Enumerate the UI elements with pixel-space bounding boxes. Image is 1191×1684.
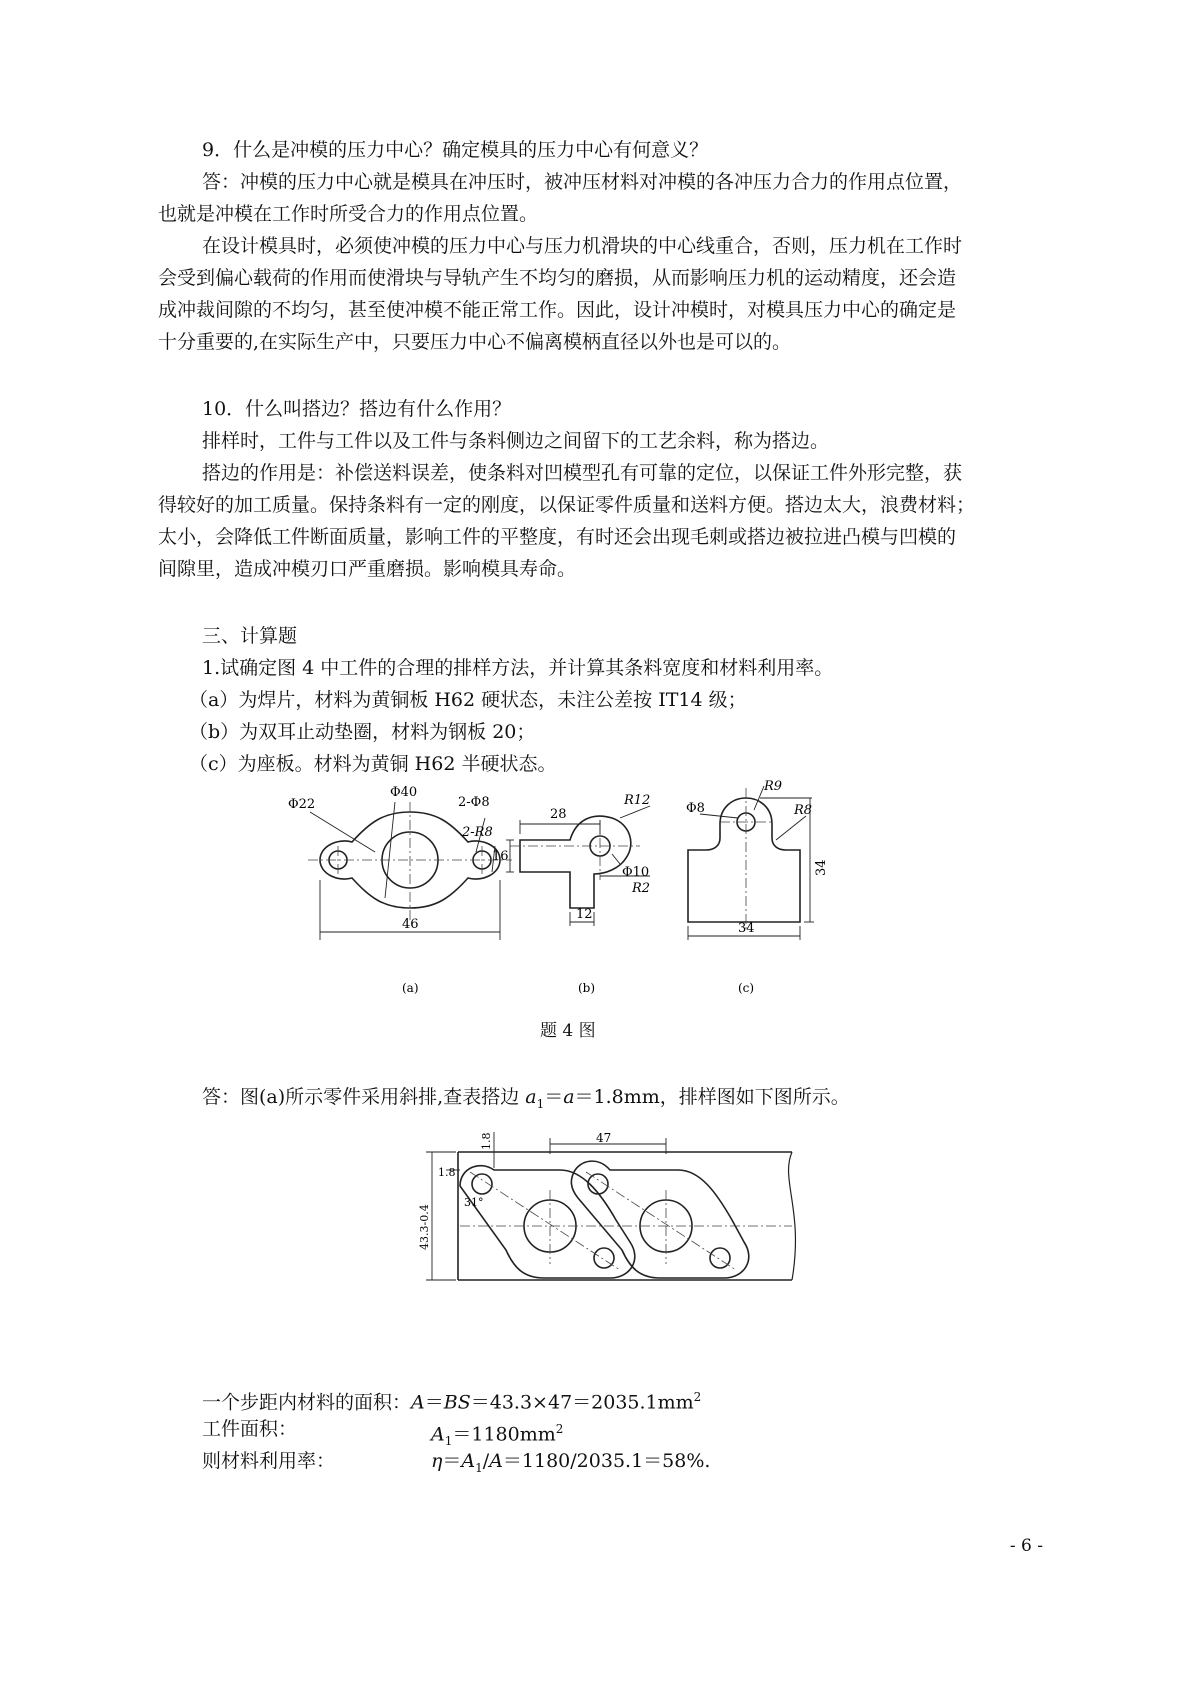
figure-4 bbox=[280, 780, 890, 1000]
part-2-small-hole-bottom bbox=[710, 1248, 730, 1268]
q9-para2-line3: 成冲裁间隙的不均匀，甚至使冲模不能正常工作。因此，设计冲模时，对模具压力中心的确定是 bbox=[158, 299, 957, 321]
fig-b-outline bbox=[520, 816, 631, 908]
q9-answer-line1: 答：冲模的压力中心就是模具在冲压时，被冲压材料对冲模的各冲压力合力的作用点位置， bbox=[202, 171, 963, 193]
layout-gap-top: 1.8 bbox=[480, 1132, 493, 1150]
fig-c-label: (c) bbox=[738, 981, 755, 995]
answer-line bbox=[202, 1085, 850, 1116]
calc-row-2 bbox=[431, 1417, 563, 1453]
section3-item-a: （a）为焊片，材料为黄铜板 H62 硬状态，未注公差按 IT14 级； bbox=[189, 689, 747, 711]
strip-break bbox=[789, 1152, 796, 1280]
fig-a-label: (a) bbox=[402, 981, 419, 995]
calc-r2-A: A bbox=[431, 1423, 445, 1446]
fig-b-w12: 12 bbox=[576, 907, 593, 922]
calc-r1-label: 一个步距内材料的面积： bbox=[202, 1391, 412, 1414]
fig-c-d8: Φ8 bbox=[686, 801, 705, 816]
q9-para2-line1: 在设计模具时，必须使冲模的压力中心与压力机滑块的中心线重合，否则，压力机在工作时 bbox=[202, 235, 963, 257]
layout-gap-side: 1.8 bbox=[438, 1166, 456, 1179]
fig-b-r2: R2 bbox=[632, 881, 651, 896]
q10-line2: 搭边的作用是：补偿送料误差，使条料对凹模型孔有可靠的定位，以保证工件外形完整，获 bbox=[202, 462, 963, 484]
section3-item-c: （c）为座板。材料为黄铜 H62 半硬状态。 bbox=[189, 753, 557, 775]
calc-r3-A: A bbox=[489, 1450, 503, 1472]
q9-title: 9．什么是冲模的压力中心？确定模具的压力中心有何意义？ bbox=[202, 139, 709, 161]
calc-r2-sub: 1 bbox=[444, 1434, 453, 1449]
q9-para2-line4: 十分重要的,在实际生产中，只要压力中心不偏离模柄直径以外也是可以的。 bbox=[158, 331, 792, 353]
part-1-small-hole-bottom bbox=[594, 1248, 614, 1268]
calc-row-1 bbox=[202, 1385, 701, 1414]
q10-line1: 排样时，工件与工件以及工件与条料侧边之间留下的工艺余料，称为搭边。 bbox=[202, 430, 830, 452]
calc-r3-eta: η bbox=[431, 1450, 443, 1472]
fig-b-r12: R12 bbox=[624, 793, 651, 808]
fig-b-h16: 16 bbox=[492, 849, 509, 864]
calc-r3-sub: 1 bbox=[475, 1460, 483, 1475]
calc-r3-val: ＝1180/2035.1＝58%. bbox=[502, 1450, 711, 1472]
fig-b-label: (b) bbox=[578, 981, 596, 995]
calc-r1-sup: 2 bbox=[693, 1390, 702, 1404]
answer-a1-sub: 1 bbox=[536, 1096, 545, 1111]
fig-c-outline bbox=[688, 798, 800, 922]
calc-r3-A1: A bbox=[461, 1450, 476, 1472]
calc-row-2-label: 工件面积： bbox=[202, 1418, 298, 1440]
calc-r1-val: ＝43.3×47＝2035.1mm bbox=[470, 1391, 694, 1414]
q9-answer-line2: 也就是冲模在工作时所受合力的作用点位置。 bbox=[158, 203, 539, 225]
fig-a-r8: 2-R8 bbox=[462, 825, 493, 840]
answer-a1: a bbox=[525, 1086, 537, 1108]
fig-a-w46: 46 bbox=[402, 917, 419, 932]
layout-figure bbox=[420, 1130, 800, 1290]
fig-c-r9: R9 bbox=[764, 779, 783, 794]
page-number: - 6 - bbox=[1009, 1536, 1043, 1556]
fig-c-r8: R8 bbox=[794, 803, 813, 818]
answer-eq: ＝ bbox=[544, 1086, 564, 1108]
calc-r2-sup: 2 bbox=[555, 1422, 564, 1436]
fig-a-d8: 2-Φ8 bbox=[458, 795, 490, 810]
calc-r1-A: A bbox=[411, 1391, 425, 1414]
fig-a-d40: Φ40 bbox=[390, 785, 418, 800]
q10-line3: 得较好的加工质量。保持条料有一定的刚度，以保证零件质量和送料方便。搭边太大，浪费材料； bbox=[158, 494, 976, 516]
calc-r1-eq: ＝ bbox=[424, 1391, 444, 1414]
fig-b-w28: 28 bbox=[550, 807, 567, 822]
layout-pitch: 47 bbox=[596, 1131, 612, 1145]
section3-heading: 三、计算题 bbox=[202, 625, 298, 647]
layout-width: 43.3-0.4 bbox=[418, 1204, 431, 1250]
q10-title: 10．什么叫搭边？搭边有什么作用？ bbox=[202, 398, 512, 420]
fig-c-h34: 34 bbox=[814, 859, 829, 876]
fig-c-w34: 34 bbox=[738, 921, 755, 936]
fig-a-d22: Φ22 bbox=[288, 797, 316, 812]
figure-4-caption: 题 4 图 bbox=[540, 1021, 596, 1041]
section3-item-b: （b）为双耳止动垫圈，材料为钢板 20； bbox=[189, 721, 536, 743]
part-2 bbox=[571, 1161, 748, 1278]
q10-line5: 间隙里，造成冲模刃口严重磨损。影响模具寿命。 bbox=[158, 558, 577, 580]
calc-row-3 bbox=[431, 1449, 710, 1480]
answer-a: a bbox=[563, 1086, 575, 1108]
calc-r1-BS: BS bbox=[443, 1391, 471, 1414]
fig-b-d10: Φ10 bbox=[622, 865, 650, 880]
answer-prefix: 答：图(a)所示零件采用斜排,查表搭边 bbox=[202, 1086, 526, 1108]
q10-line4: 太小，会降低工件断面质量，影响工件的平整度，有时还会出现毛刺或搭边被拉进凸模与凹模的 bbox=[158, 526, 957, 548]
calc-r3-div: / bbox=[482, 1450, 490, 1472]
q9-para2-line2: 会受到偏心载荷的作用而使滑块与导轨产生不均匀的磨损，从而影响压力机的运动精度，还会造 bbox=[158, 267, 957, 289]
calc-r2-val: ＝1180mm bbox=[452, 1423, 556, 1446]
answer-suffix: ＝1.8mm，排样图如下图所示。 bbox=[574, 1086, 850, 1108]
section3-q1: 1.试确定图 4 中工件的合理的排样方法，并计算其条料宽度和材料利用率。 bbox=[202, 657, 834, 679]
layout-angle: 31° bbox=[464, 1196, 484, 1209]
calc-row-3-label: 则材料利用率： bbox=[202, 1450, 336, 1472]
calc-r3-eq: ＝ bbox=[442, 1450, 462, 1472]
